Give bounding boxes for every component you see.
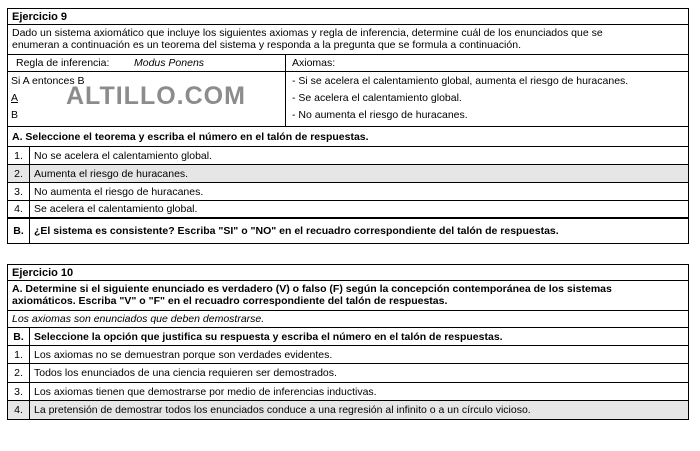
option-text: Se acelera el calentamiento global. (34, 203, 198, 215)
part-b-text: Seleccione la opción que justifica su respuesta y escriba el número en el talón de respuestas. (34, 330, 503, 343)
option-number: 2. (8, 364, 30, 382)
rule-header-cell (8, 55, 286, 71)
part-b-text: ¿El sistema es consistente? Escriba "SI" o "NO" en el recuadro correspondiente del talón de respuestas. (34, 225, 559, 237)
part-a-line-1: A. Determine si el siguiente enunciado es verdadero (V) o falso (F) según la concepción contemporánea de los sistemas (12, 283, 612, 295)
rule-value: Modus Ponens (134, 57, 205, 69)
exercise-10-part-a (8, 281, 688, 311)
rule-axioms-header (8, 55, 688, 72)
option-text: La pretensión de demostrar todos los enunciados conduce a una regresión al infinito o a un círculo vicioso. (34, 404, 531, 416)
intro-line-2: enumeran a continuación es un teorema del sistema y responda a la pregunta que se formula a continuación. (12, 39, 521, 51)
rule-line-2: A (11, 92, 19, 104)
option-row[interactable] (8, 147, 688, 165)
exercise-9-intro (8, 25, 688, 55)
axiom-1: - Si se acelera el calentamiento global, aumenta el riesgo de huracanes. (292, 75, 629, 87)
axioms-header-cell (286, 55, 335, 71)
exercise-10-title: Ejercicio 10 (12, 266, 74, 279)
axiom-3: - No aumenta el riesgo de huracanes. (292, 109, 468, 121)
option-text: No se acelera el calentamiento global. (34, 149, 213, 162)
axioms-label: Axiomas: (292, 57, 336, 69)
exercise-9-block (7, 8, 689, 244)
option-row[interactable] (8, 364, 688, 383)
part-a-line-2: axiomáticos. Escriba "V" o "F" en el recuadro correspondiente del talón de respuestas. (12, 295, 448, 307)
exercise-9-title-row (8, 9, 688, 25)
option-text: Aumenta el riesgo de huracanes. (34, 167, 189, 180)
exercise-9-title: Ejercicio 9 (12, 10, 68, 23)
axioms-body-cell (286, 72, 628, 126)
option-text: Todos los enunciados de una ciencia requieren ser demostrados. (34, 367, 337, 379)
intro-line-1: Dado un sistema axiomático que incluye los siguientes axiomas y regla de inferencia, determine cuál de los enunciados que se (12, 27, 603, 39)
option-row[interactable] (8, 183, 688, 201)
option-row[interactable] (8, 383, 688, 401)
option-number: 1. (8, 147, 30, 164)
option-row[interactable] (8, 201, 688, 219)
axiom-2: - Se acelera el calentamiento global. (292, 92, 462, 104)
rule-label: Regla de inferencia: (16, 57, 110, 69)
exercise-10-statement (8, 311, 688, 328)
exercise-9-part-a (8, 127, 688, 147)
rule-line-3: B (11, 109, 19, 121)
option-text: Los axiomas no se demuestran porque son verdades evidentes. (34, 348, 333, 361)
exercise-9-part-b (8, 219, 688, 243)
option-row[interactable] (8, 165, 688, 183)
part-a-text: A. Seleccione el teorema y escriba el número en el talón de respuestas. (12, 130, 369, 143)
exercise-10-part-b (8, 328, 688, 346)
option-row[interactable] (8, 401, 688, 419)
part-b-label: B. (8, 219, 30, 243)
exercise-10-title-row (8, 265, 688, 281)
option-text: No aumenta el riesgo de huracanes. (34, 185, 204, 198)
option-text: Los axiomas tienen que demostrarse por medio de inferencias inductivas. (34, 385, 377, 398)
option-number: 4. (8, 401, 30, 419)
rule-line-1: Si A entonces B (11, 75, 85, 87)
statement-text: Los axiomas son enunciados que deben demostrarse. (12, 313, 265, 325)
option-number: 2. (8, 165, 30, 182)
option-row[interactable] (8, 346, 688, 364)
option-number: 3. (8, 383, 30, 400)
option-number: 3. (8, 183, 30, 200)
option-number: 4. (8, 201, 30, 217)
part-b-label: B. (8, 328, 30, 345)
watermark-logo: ALTILLO.COM (66, 82, 246, 110)
option-number: 1. (8, 346, 30, 363)
exercise-10-block (7, 264, 689, 420)
